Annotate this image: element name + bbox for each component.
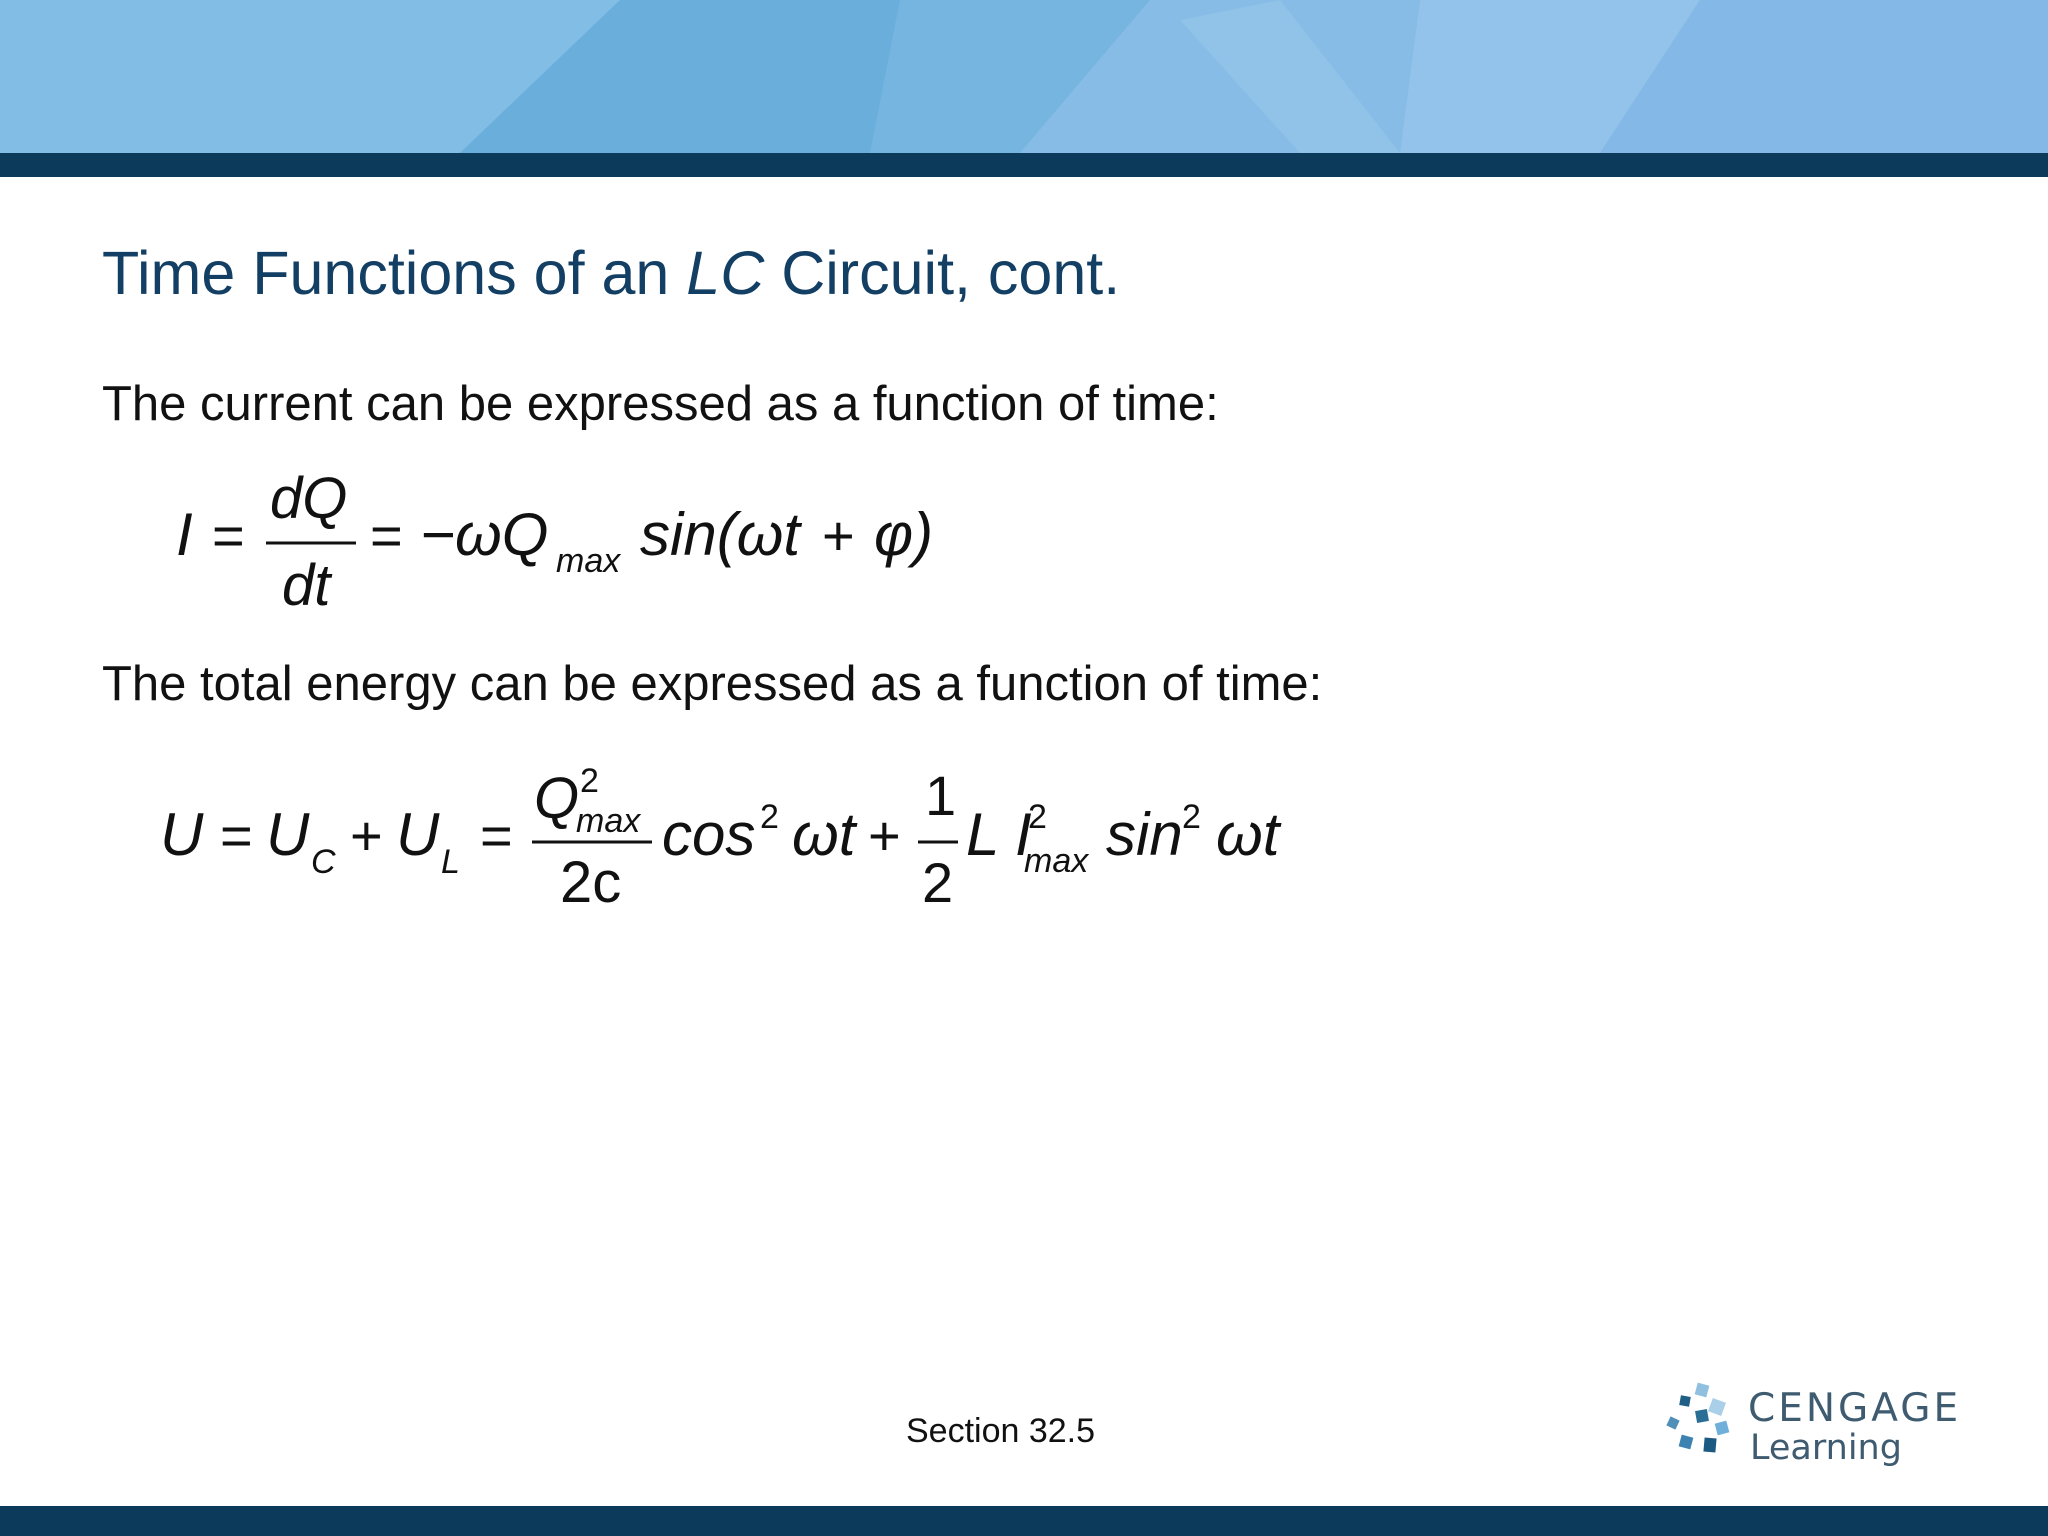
eq2-wt1: ωt <box>792 801 856 868</box>
eq1-lhs: I <box>176 501 193 568</box>
eq1-numerator: dQ <box>270 466 348 531</box>
cengage-logo-mark-icon <box>1660 1380 1740 1470</box>
eq1-denominator: dt <box>282 553 331 618</box>
eq1-equals-2: = <box>370 504 403 567</box>
equation-current <box>176 466 933 618</box>
equation-energy <box>160 762 1282 915</box>
eq2-sub-l: L <box>441 843 460 881</box>
eq2-sup-2d: 2 <box>1182 798 1201 836</box>
eq2-sub-c: C <box>311 843 336 881</box>
eq2-sin: sin <box>1106 801 1183 868</box>
footer-rule <box>0 1506 2048 1536</box>
eq2-half-den: 2 <box>922 851 954 914</box>
eq2-sup-2c: 2 <box>1028 798 1047 836</box>
body-line-energy: The total energy can be expressed as a function of time: <box>102 657 1323 711</box>
header-rule <box>0 153 2048 177</box>
eq2-equals-2: = <box>480 804 513 867</box>
eq2-half-num: 1 <box>925 764 957 827</box>
eq2-cos: cos <box>662 801 756 868</box>
eq1-sub-max: max <box>556 542 621 580</box>
eq2-wt2: ωt <box>1216 801 1280 868</box>
title-part2: Circuit, cont. <box>764 239 1121 307</box>
eq2-u: U <box>160 801 204 868</box>
eq2-ul: U <box>396 801 440 868</box>
title-italic: LC <box>686 239 765 307</box>
section-label: Section 32.5 <box>906 1412 1096 1450</box>
eq2-num-q: Q <box>534 766 580 831</box>
eq1-phi: φ) <box>874 501 934 568</box>
eq2-equals: = <box>220 804 253 867</box>
eq1-plus: + <box>822 504 855 567</box>
logo-word-learning: Learning <box>1750 1428 1902 1468</box>
body-line-current: The current can be expressed as a function of time: <box>102 377 1219 431</box>
eq1-omega-q: −ωQ <box>420 501 549 568</box>
eq2-sub-max-a: max <box>576 802 641 840</box>
eq2-den: 2c <box>560 850 622 915</box>
eq1-sin: sin(ωt <box>640 501 801 568</box>
slide-title <box>102 238 1120 308</box>
logo-word-cengage: CENGAGE <box>1748 1386 1962 1431</box>
eq1-equals: = <box>212 504 245 567</box>
header-banner <box>0 0 2048 153</box>
cengage-logo <box>1660 1380 1960 1470</box>
eq2-sub-max-b: max <box>1024 842 1089 880</box>
eq2-l-i: L I <box>966 801 1032 868</box>
eq2-sup-2b: 2 <box>760 798 779 836</box>
eq2-plus: + <box>350 804 383 867</box>
eq2-plus-2: + <box>868 804 901 867</box>
title-part1: Time Functions of an <box>102 239 687 307</box>
eq2-sup-2a: 2 <box>580 762 599 800</box>
eq2-uc: U <box>266 801 310 868</box>
